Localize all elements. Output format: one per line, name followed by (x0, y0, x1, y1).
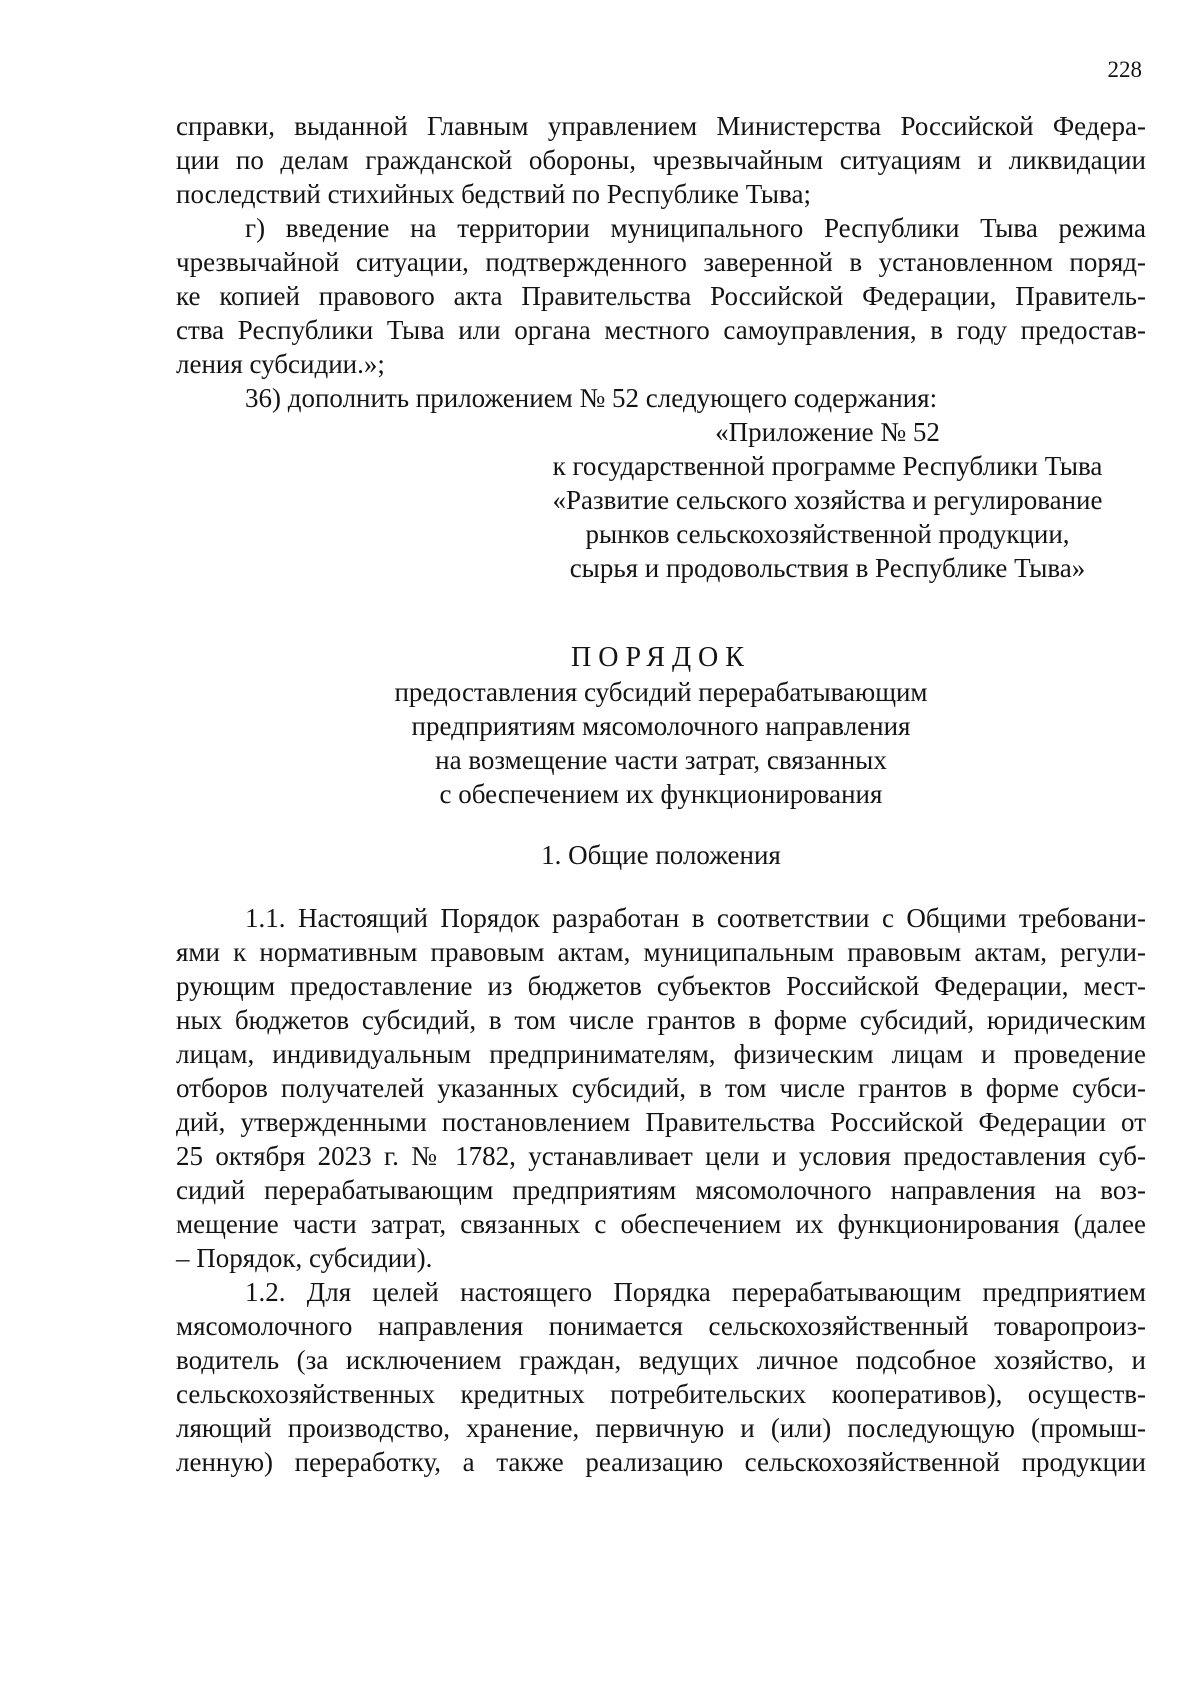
document-title: ПОРЯДОК (571, 642, 751, 673)
paragraph-line: ных бюджетов субсидий, в том числе грантов в форме субсидий, юридическим (176, 1005, 1146, 1035)
text-line: последствий стихийных бедствий по Республике Тыва; (176, 179, 811, 209)
document-subtitle-line: на возмещение части затрат, связанных (435, 745, 887, 775)
section-heading: 1. Общие положения (541, 840, 781, 870)
page-number: 228 (1107, 57, 1142, 82)
paragraph-line: водитель (за исключением граждан, ведущих личное подсобное хозяйство, и (176, 1345, 1146, 1375)
paragraph-line: – Порядок, субсидии). (176, 1243, 433, 1273)
text-line: г) введение на территории муниципального Республики Тыва режима (245, 213, 1146, 243)
annex-header-line: к государственной программе Республики Тыва (552, 451, 1103, 481)
paragraph-line: 1.2. Для целей настоящего Порядка перерабатывающим предприятием (245, 1277, 1146, 1307)
annex-header-line: рынков сельскохозяйственной продукции, (585, 519, 1070, 549)
document-subtitle-line: с обеспечением их функционирования (439, 779, 883, 809)
paragraph-line: сельскохозяйственных кредитных потребительских кооперативов), осуществ- (176, 1379, 1146, 1409)
paragraph-line: мясомолочного направления понимается сельскохозяйственный товаропроиз- (176, 1311, 1146, 1341)
annex-header-line: «Приложение № 52 (715, 417, 940, 447)
paragraph-line: дий, утвержденными постановлением Правительства Российской Федерации от (176, 1107, 1146, 1137)
paragraph-line: мещение части затрат, связанных с обеспечением их функционирования (далее (176, 1209, 1146, 1239)
text-line: справки, выданной Главным управлением Министерства Российской Федера- (176, 111, 1146, 141)
annex-header-line: «Развитие сельского хозяйства и регулирование (552, 485, 1103, 515)
text-line: ке копией правового акта Правительства Российской Федерации, Правитель- (176, 281, 1146, 311)
text-line: чрезвычайной ситуации, подтвержденного заверенной в установленном поряд- (176, 247, 1146, 277)
document-subtitle-line: предоставления субсидий перерабатывающим (394, 677, 928, 707)
annex-header-line: сырья и продовольствия в Республике Тыва» (569, 553, 1086, 583)
text-line: ции по делам гражданской обороны, чрезвычайным ситуациям и ликвидации (176, 145, 1146, 175)
text-line: ления субсидии.»; (176, 349, 385, 379)
paragraph-line: ленную) переработку, а также реализацию сельскохозяйственной продукции (176, 1447, 1146, 1477)
paragraph-line: 1.1. Настоящий Порядок разработан в соответствии с Общими требовани- (245, 903, 1146, 933)
paragraph-line: лицам, индивидуальным предпринимателям, физическим лицам и проведение (176, 1039, 1146, 1069)
paragraph-line: 25 октября 2023 г. № 1782, устанавливает цели и условия предоставления суб- (176, 1141, 1146, 1171)
paragraph-line: отборов получателей указанных субсидий, в том числе грантов в форме субси- (176, 1073, 1146, 1103)
paragraph-line: сидий перерабатывающим предприятиям мясомолочного направления на воз- (176, 1175, 1146, 1205)
document-subtitle-line: предприятиям мясомолочного направления (411, 711, 911, 741)
paragraph-line: рующим предоставление из бюджетов субъектов Российской Федерации, мест- (176, 971, 1146, 1001)
text-line: ства Республики Тыва или органа местного самоуправления, в году предостав- (176, 315, 1146, 345)
paragraph-line: ляющий производство, хранение, первичную и (или) последующую (промыш- (176, 1413, 1146, 1443)
paragraph-line: ями к нормативным правовым актам, муниципальным правовым актам, регули- (176, 937, 1146, 967)
text-line: 36) дополнить приложением № 52 следующего содержания: (245, 383, 938, 413)
